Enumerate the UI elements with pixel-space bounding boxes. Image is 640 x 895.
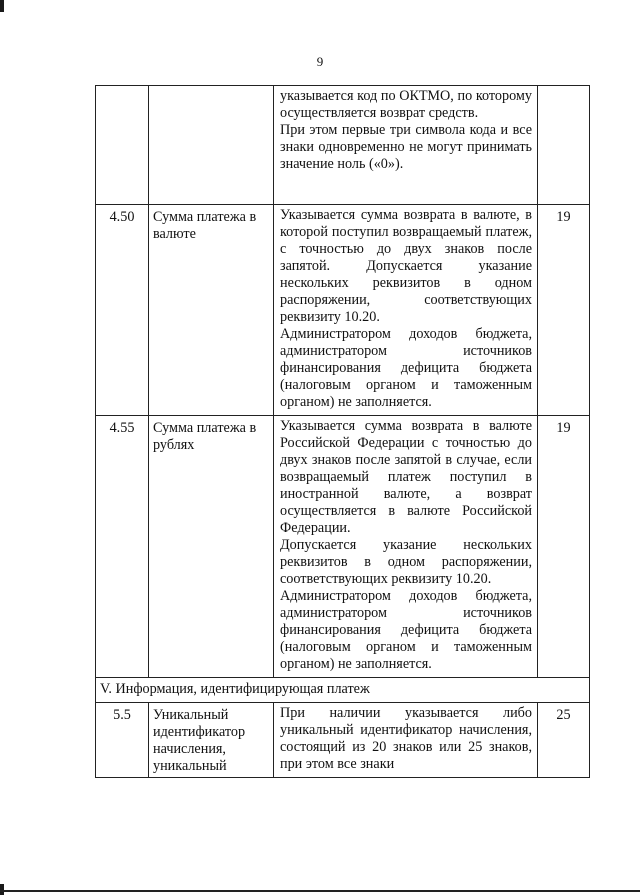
description-paragraph: При этом первые три символа кода и все знаки одновременно не могут принимать значение ноль («0»). [280, 122, 532, 172]
description-paragraph: Администратором доходов бюджета, администратором источников финансирования дефицита бюджета (налоговым органом и таможенным органом) не заполняется. [280, 588, 532, 672]
table-row-continued [96, 86, 590, 205]
table-row-5-5 [96, 703, 590, 778]
description-paragraph: Допускается указание нескольких реквизитов в одном распоряжении, соответствующих реквизиту 10.20. [280, 537, 532, 587]
row-number [96, 86, 149, 205]
section-title: V. Информация, идентифицирующая платеж [96, 678, 590, 703]
row-number: 4.50 [96, 205, 149, 416]
table-row-4-50 [96, 205, 590, 416]
description-paragraph: Администратором доходов бюджета, администратором источников финансирования дефицита бюджета (налоговым органом и таможенным органом) не заполняется. [280, 326, 532, 410]
row-name: Уникальный идентификатор начисления, уникальный [149, 703, 274, 778]
scan-edge-top [0, 0, 4, 12]
description-paragraph: Указывается сумма возврата в валюте, в которой поступил возвращаемый платеж, с точностью до двух знаков после запятой. Допускается указание нескольких реквизитов в одном распоряжении, соответствующих реквизиту 10.20. [280, 207, 532, 325]
scan-bottom-line [0, 890, 640, 892]
description-paragraph: Указывается сумма возврата в валюте Российской Федерации с точностью до двух знаков после запятой в случае, если возвращаемый платеж поступил в иностранной валюте, а возврат осуществляется в валюте Российской Федерации. [280, 418, 532, 536]
row-name [149, 86, 274, 205]
row-description [274, 703, 538, 778]
row-code: 19 [538, 205, 590, 416]
row-code: 25 [538, 703, 590, 778]
table-row-4-55 [96, 416, 590, 678]
row-number: 5.5 [96, 703, 149, 778]
page-number: 9 [316, 54, 324, 69]
requisites-table [95, 85, 590, 778]
description-paragraph: указывается код по ОКТМО, по которому осуществляется возврат средств. [280, 88, 532, 121]
row-description [274, 205, 538, 416]
row-code [538, 86, 590, 205]
section-header-row [96, 678, 590, 703]
row-name: Сумма платежа в валюте [149, 205, 274, 416]
row-number: 4.55 [96, 416, 149, 678]
row-description [274, 416, 538, 678]
row-code: 19 [538, 416, 590, 678]
row-name: Сумма платежа в рублях [149, 416, 274, 678]
row-description [274, 86, 538, 205]
description-paragraph: При наличии указывается либо уникальный идентификатор начисления, состоящий из 20 знаков или 25 знаков, при этом все знаки [280, 705, 532, 772]
